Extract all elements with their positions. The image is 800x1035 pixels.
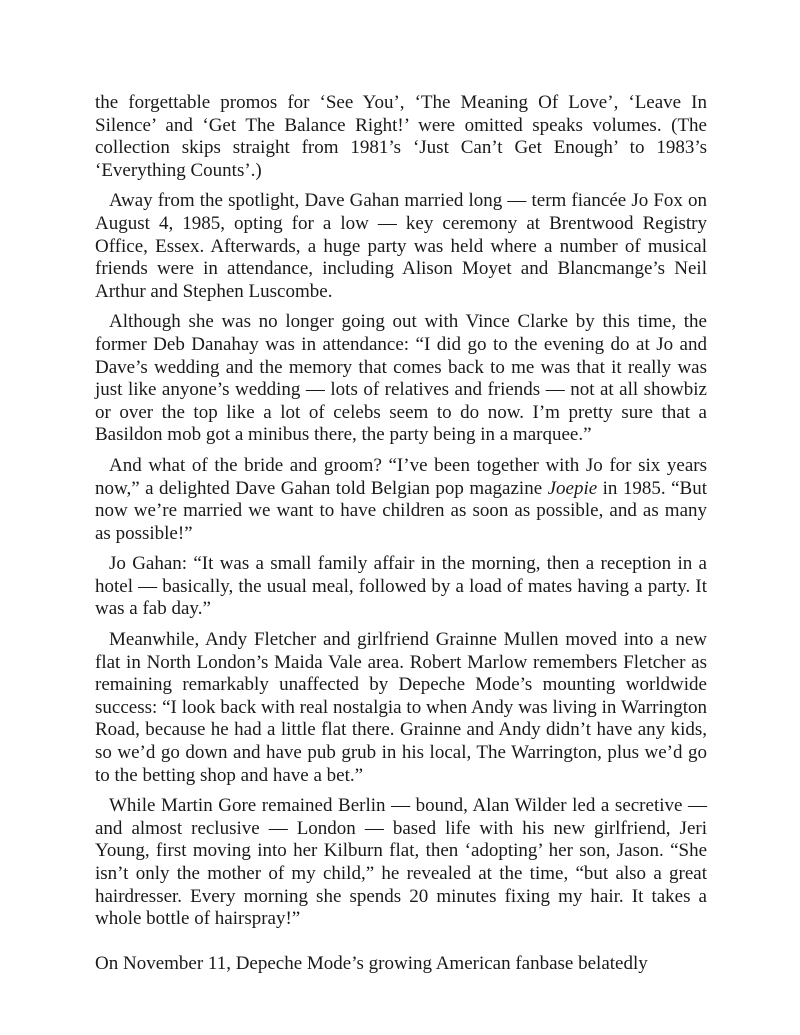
magazine-title: Joepie	[547, 477, 598, 499]
paragraph-text-after: in 1985. “But now we’re married we want to have children as soon as possible, and as many as possible!”	[95, 477, 707, 544]
document-page	[95, 92, 707, 983]
paragraph-alan-wilder: While Martin Gore remained Berlin — bound, Alan Wilder led a secretive — and almost reclusive — London — based life with his new girlfriend, Jeri Young, first moving into her Kilburn flat, then ‘adopting’ her son, Jason. “She isn’t only the mother of my child,” he revealed at the time, “but also a great hairdresser. Every morning she spends 20 minutes fixing my hair. It takes a whole bottle of hairspray!”	[95, 795, 707, 930]
paragraph-november-11: On November 11, Depeche Mode’s growing American fanbase belatedly	[95, 952, 648, 974]
paragraph-andy-fletcher: Meanwhile, Andy Fletcher and girlfriend Grainne Mullen moved into a new flat in North London’s Maida Vale area. Robert Marlow remembers Fletcher as remaining remarkably unaffected by Depeche Mode’s mounting worldwide success: “I look back with real nostalgia to when Andy was living in Warrington Road, because he had a little flat there. Grainne and Andy didn’t have any kids, so we’d go down and have pub grub in his local, The Warrington, plus we’d go to the betting shop and have a bet.”	[95, 629, 707, 786]
paragraph-promos-omitted: the forgettable promos for ‘See You’, ‘The Meaning Of Love’, ‘Leave In Silence’ and ‘Get The Balance Right!’ were omitted speaks volumes. (The collection skips straight from 1981’s ‘Just Can’t Get Enough’ to 1983’s ‘Everything Counts’.)	[95, 92, 707, 181]
paragraph-bride-and-groom	[95, 455, 707, 545]
paragraph-gahan-wedding: Away from the spotlight, Dave Gahan married long — term fiancée Jo Fox on August 4, 1985, opting for a low — key ceremony at Brentwood Registry Office, Essex. Afterwards, a huge party was held where a number of musical friends were in attendance, including Alison Moyet and Blancmange’s Neil Arthur and Stephen Luscombe.	[95, 190, 707, 302]
paragraph-deb-danahay-quote: Although she was no longer going out with Vince Clarke by this time, the former Deb Danahay was in attendance: “I did go to the evening do at Jo and Dave’s wedding and the memory that comes back to me was that it really was just like anyone’s wedding — lots of relatives and friends — not at all showbiz or over the top like a lot of celebs seem to do now. I’m pretty sure that a Basildon mob got a minibus there, the party being in a marquee.”	[95, 311, 707, 446]
paragraph-text-before: And what of the bride and groom? “I’ve been together with Jo for six years now,” a delighted Dave Gahan told Belgian pop magazine	[95, 454, 707, 499]
paragraph-jo-gahan-quote: Jo Gahan: “It was a small family affair in the morning, then a reception in a hotel — basically, the usual meal, followed by a load of mates having a party. It was a fab day.”	[95, 553, 707, 620]
